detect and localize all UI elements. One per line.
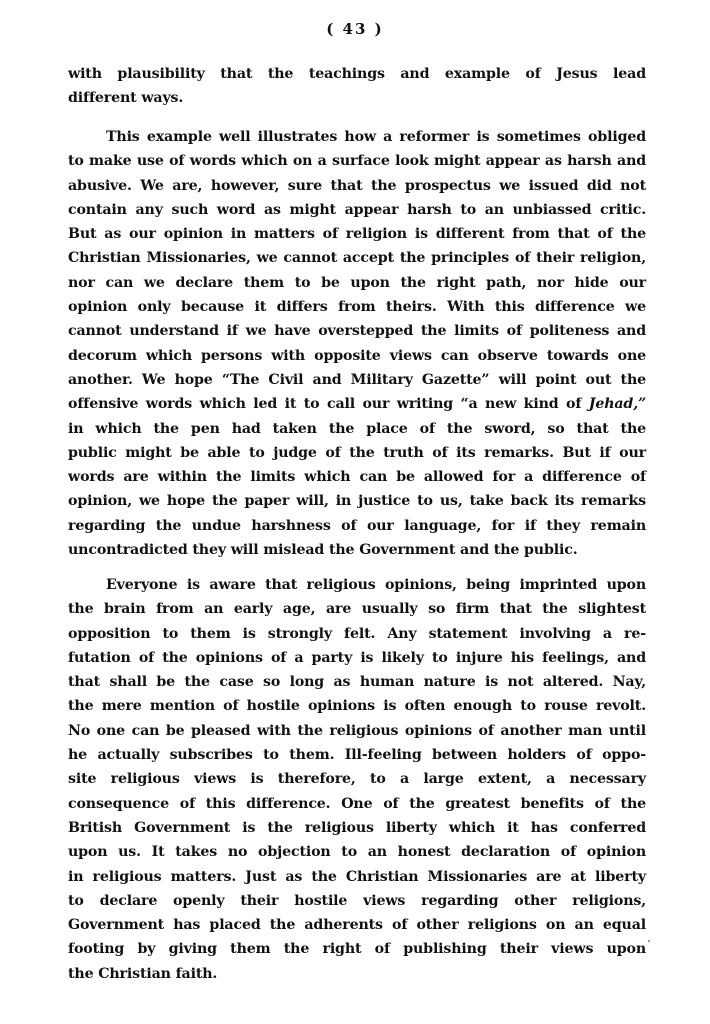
text-line: opinion, we hope the paper will, in justice to us, take back its remarks (68, 493, 646, 510)
text-line: site religious views is therefore, to a large extent, a necessary (68, 771, 646, 788)
text-line: another. We hope “The Civil and Military Gazette” will point out the (68, 371, 646, 388)
italic-word-jehad: Jehad,” (588, 396, 646, 413)
text-line: different ways. (68, 90, 184, 107)
text-line: contain any such word as might appear harsh to an unbiassed critic. (68, 201, 646, 218)
paragraph-reformer-words (68, 125, 646, 562)
text-line: the Christian faith. (68, 965, 218, 982)
line-text: offensive words which led it to call our writing “a new kind of (68, 396, 589, 413)
text-line: he actually subscribes to them. Ill-feeling between holders of oppo- (68, 747, 646, 764)
text-line: in which the pen had taken the place of the sword, so that the (68, 420, 646, 437)
text-line: regarding the undue harshness of our language, for if they remain (68, 517, 646, 534)
text-line: footing by giving them the right of publishing their views upon (68, 941, 646, 958)
text-line: in religious matters. Just as the Christian Missionaries are at liberty (68, 868, 646, 885)
text-line: This example well illustrates how a reformer is sometimes obliged (106, 129, 646, 145)
text-line: Christian Missionaries, we cannot accept the principles of their religion, (68, 250, 646, 267)
text-line: Government has placed the adherents of other religions on an equal (68, 917, 646, 934)
text-line: No one can be pleased with the religious opinions of another man until (68, 722, 646, 739)
paragraph-religious-opinions (68, 573, 646, 986)
text-line: But as our opinion in matters of religion is different from that of the (68, 226, 646, 243)
text-line: nor can we declare them to be upon the right path, nor hide our (68, 274, 646, 291)
text-line: the brain from an early age, are usually so firm that the slightest (68, 601, 646, 618)
text-line: cannot understand if we have overstepped the limits of politeness and (68, 323, 646, 340)
text-line: the mere mention of hostile opinions is often enough to rouse revolt. (68, 698, 646, 715)
text-line: abusive. We are, however, sure that the prospectus we issued did not (68, 177, 646, 194)
text-line-with-italic (68, 392, 646, 416)
text-line: to make use of words which on a surface look might appear as harsh and (68, 153, 646, 170)
text-line: futation of the opinions of a party is likely to injure his feelings, and (68, 649, 646, 666)
text-line: decorum which persons with opposite views can observe towards one (68, 347, 646, 364)
text-line: upon us. It takes no objection to an honest declaration of opinion (68, 844, 646, 861)
text-line: opposition to them is strongly felt. Any statement involving a re- (68, 625, 646, 642)
text-line: Everyone is aware that religious opinions, being imprinted upon (106, 577, 646, 593)
text-line: with plausibility that the teachings and example of Jesus lead (68, 66, 646, 82)
page-number: ( 43 ) (326, 20, 384, 38)
text-line: British Government is the religious liberty which it has conferred (68, 819, 646, 836)
text-line: opinion only because it differs from theirs. With this difference we (68, 299, 646, 316)
text-line: words are within the limits which can be allowed for a difference of (68, 469, 646, 486)
text-line: public might be able to judge of the truth of its remarks. But if our (68, 444, 646, 461)
paragraph-continuation (68, 62, 646, 111)
text-line: to declare openly their hostile views regarding other religions, (68, 892, 646, 909)
text-line: that shall be the case so long as human nature is not altered. Nay, (68, 674, 646, 691)
text-line: consequence of this difference. One of the greatest benefits of the (68, 795, 646, 812)
text-line: uncontradicted they will mislead the Government and the public. (68, 542, 578, 559)
scan-speck (648, 940, 650, 942)
